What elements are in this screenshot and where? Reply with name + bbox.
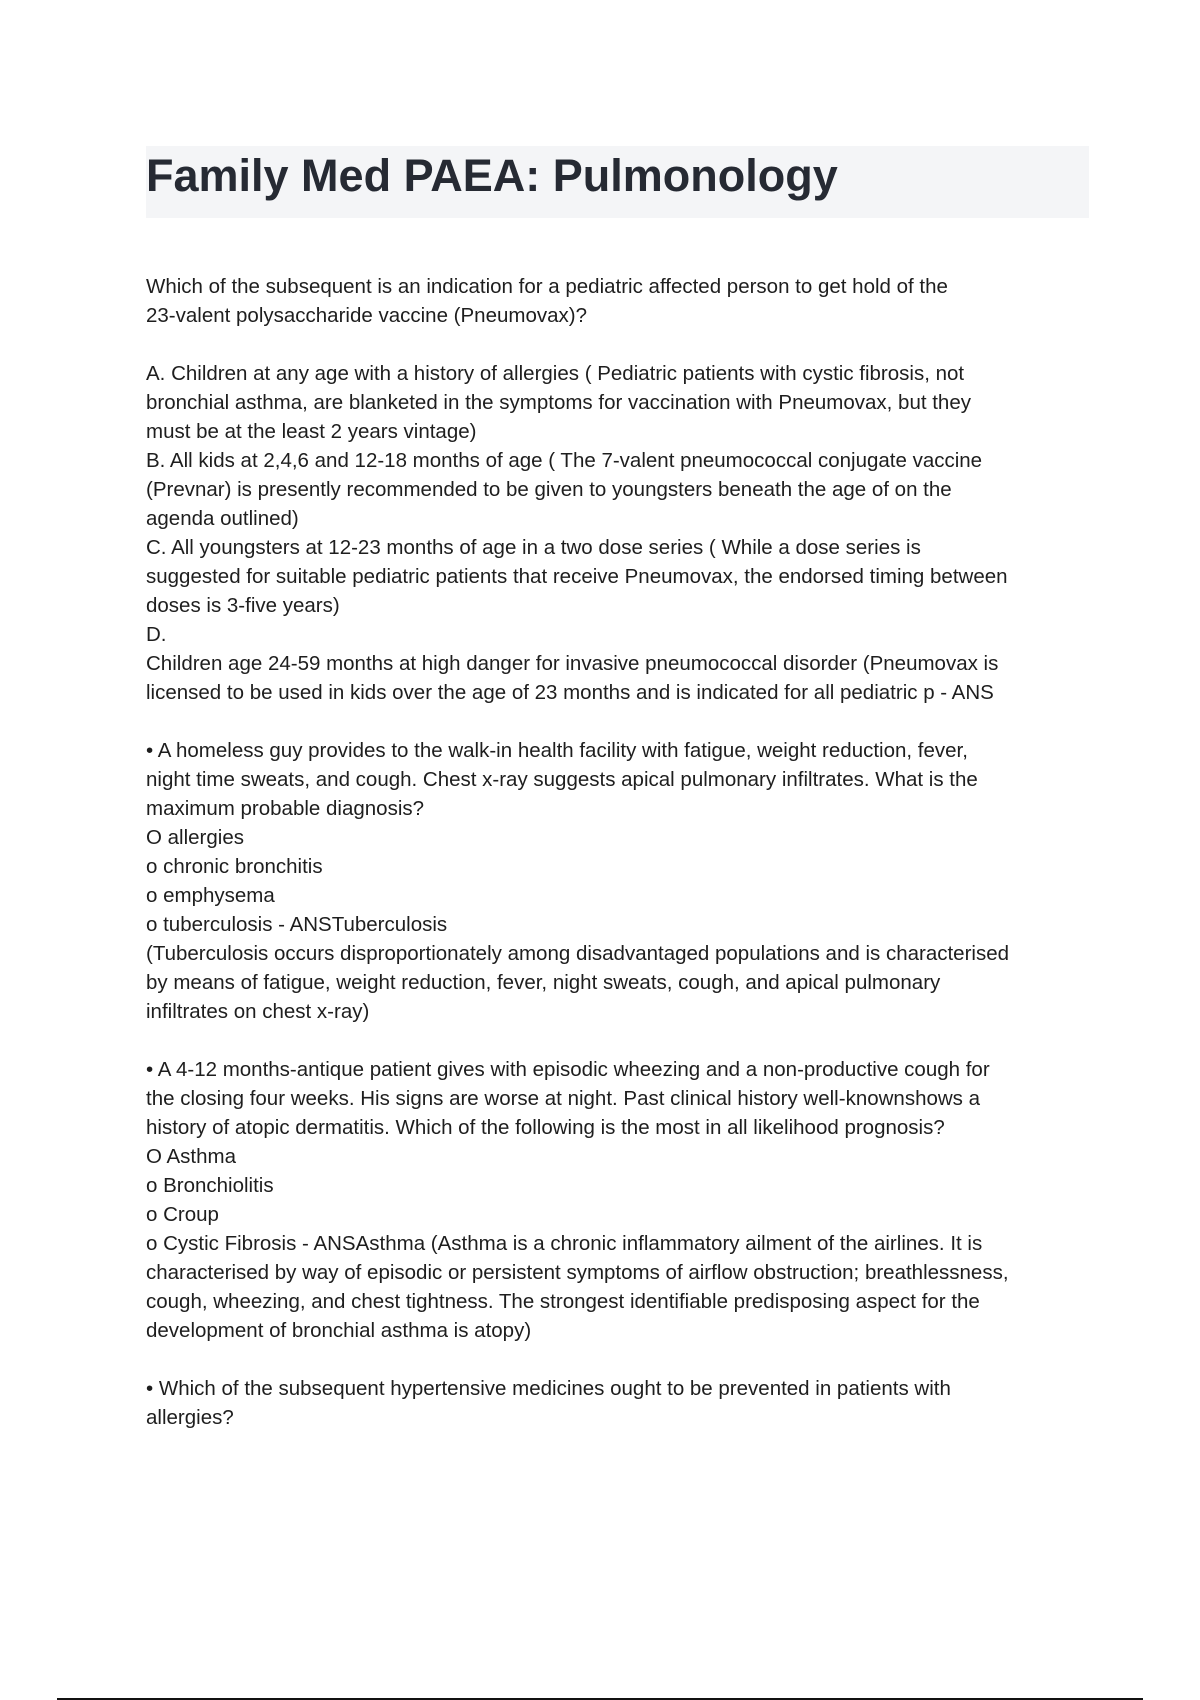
paragraph-gap: [146, 330, 1091, 359]
answer-option-line: A. Children at any age with a history of allergies ( Pediatric patients with cystic fibrosis, not: [146, 362, 965, 385]
answer-option-line: agenda outlined): [146, 507, 299, 530]
question-4: [146, 1374, 1091, 1432]
answer-option-line: o Croup: [146, 1203, 219, 1226]
paragraph-gap: [146, 1026, 1091, 1055]
answer-option-line: (Prevnar) is presently recommended to be given to youngsters beneath the age of on the: [146, 478, 952, 501]
answer-option-line: licensed to be used in kids over the age of 23 months and is indicated for all pediatric p - ANS: [146, 681, 994, 704]
question-line: history of atopic dermatitis. Which of the following is the most in all likelihood prognosis?: [146, 1116, 945, 1139]
answer-option-line: suggested for suitable pediatric patients that receive Pneumovax, the endorsed timing between: [146, 565, 1008, 588]
answer-option-line: O allergies: [146, 826, 244, 849]
question-line: night time sweats, and cough. Chest x-ray suggests apical pulmonary infiltrates. What is the: [146, 768, 978, 791]
answer-option-line: D.: [146, 623, 167, 646]
page-title: Family Med PAEA: Pulmonology: [146, 150, 838, 201]
explanation-line: development of bronchial asthma is atopy): [146, 1319, 532, 1342]
paragraph-gap: [146, 707, 1091, 736]
answer-option-line: must be at the least 2 years vintage): [146, 420, 477, 443]
answer-option-line: bronchial asthma, are blanketed in the symptoms for vaccination with Pneumovax, but they: [146, 391, 971, 414]
explanation-line: cough, wheezing, and chest tightness. The strongest identifiable predisposing aspect for the: [146, 1290, 980, 1313]
answer-option-line: C. All youngsters at 12-23 months of age in a two dose series ( While a dose series is: [146, 536, 921, 559]
answer-option-line: o chronic bronchitis: [146, 855, 323, 878]
question-stem-line: 23-valent polysaccharide vaccine (Pneumovax)?: [146, 304, 587, 327]
explanation-line: (Tuberculosis occurs disproportionately among disadvantaged populations and is characterised: [146, 942, 1010, 965]
question-3: [146, 1055, 1091, 1345]
answer-option-line: o tuberculosis - ANSTuberculosis: [146, 913, 448, 936]
answer-option-line: O Asthma: [146, 1145, 237, 1168]
answer-option-line: o Cystic Fibrosis - ANSAsthma (Asthma is a chronic inflammatory ailment of the airlines. It is: [146, 1232, 983, 1255]
answer-option-line: doses is 3-five years): [146, 594, 340, 617]
question-2: [146, 736, 1091, 1026]
question-stem-line: Which of the subsequent is an indication for a pediatric affected person to get hold of the: [146, 275, 948, 298]
question-line: allergies?: [146, 1406, 234, 1429]
answer-option-line: o Bronchiolitis: [146, 1174, 274, 1197]
title-banner: [146, 146, 1089, 218]
answer-option-line: o emphysema: [146, 884, 275, 907]
explanation-line: infiltrates on chest x-ray): [146, 1000, 370, 1023]
question-line: maximum probable diagnosis?: [146, 797, 425, 820]
question-line: • A homeless guy provides to the walk-in health facility with fatigue, weight reduction, fever,: [146, 739, 968, 762]
explanation-line: by means of fatigue, weight reduction, fever, night sweats, cough, and apical pulmonary: [146, 971, 941, 994]
answer-option-line: Children age 24-59 months at high danger for invasive pneumococcal disorder (Pneumovax is: [146, 652, 999, 675]
paragraph-gap: [146, 1345, 1091, 1374]
explanation-line: characterised by way of episodic or persistent symptoms of airflow obstruction; breathlessness,: [146, 1261, 1009, 1284]
answer-option-line: B. All kids at 2,4,6 and 12-18 months of age ( The 7-valent pneumococcal conjugate vaccine: [146, 449, 983, 472]
question-line: • Which of the subsequent hypertensive medicines ought to be prevented in patients with: [146, 1377, 951, 1400]
document-body: [146, 272, 1091, 1432]
question-line: the closing four weeks. His signs are worse at night. Past clinical history well-knownshows a: [146, 1087, 981, 1110]
question-1: [146, 272, 1091, 707]
question-line: • A 4-12 months-antique patient gives with episodic wheezing and a non-productive cough for: [146, 1058, 990, 1081]
